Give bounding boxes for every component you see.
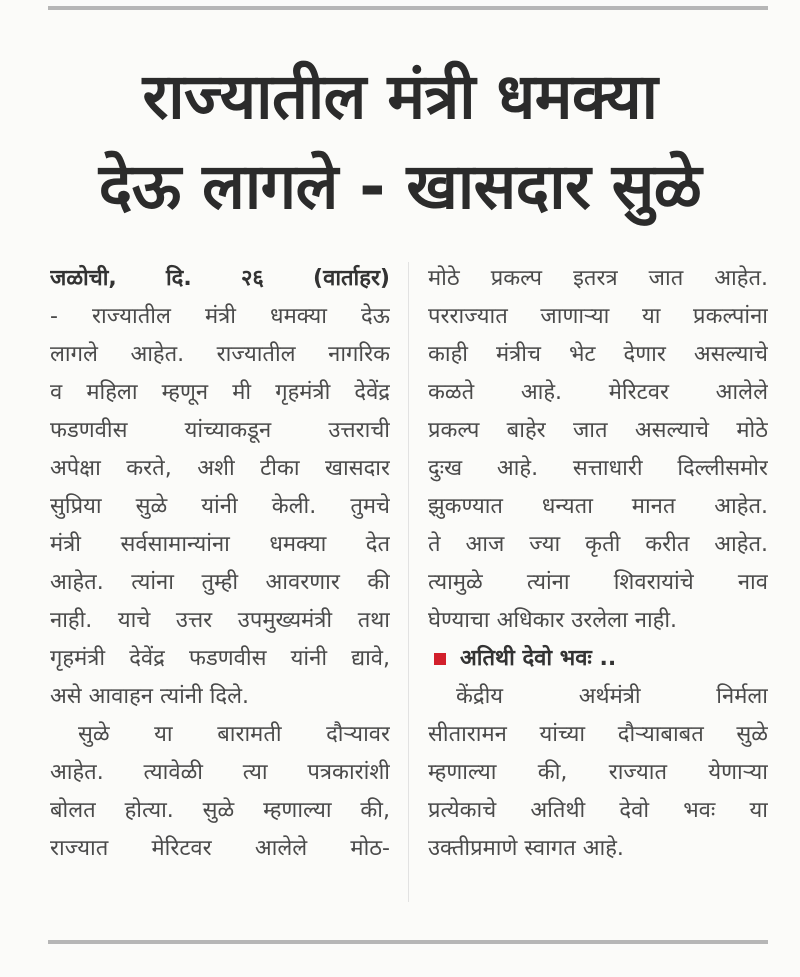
column-divider <box>408 262 409 902</box>
headline-line-1: राज्यातील मंत्री धमक्या <box>142 60 658 133</box>
article-line <box>50 678 390 716</box>
line-text: आहेत. त्यावेळी त्या पत्रकारांशी <box>50 760 390 785</box>
line-text: मोठे प्रकल्प इतरत्र जात आहेत. <box>428 266 768 291</box>
line-text: आहेत. त्यांना तुम्ही आवरणार की <box>50 570 390 595</box>
article-line <box>428 830 768 868</box>
line-text: गृहमंत्री देवेंद्र फडणवीस यांनी द्यावे, <box>50 646 390 671</box>
article-line <box>50 488 390 526</box>
article-line <box>50 374 390 412</box>
article-line <box>428 754 768 792</box>
line-text: त्यामुळे त्यांना शिवरायांचे नाव <box>428 570 768 595</box>
article-line <box>50 564 390 602</box>
line-text: नाही. याचे उत्तर उपमुख्यमंत्री तथा <box>50 608 390 633</box>
line-text: सुप्रिया सुळे यांनी केली. तुमचे <box>50 494 390 519</box>
article-line <box>50 412 390 450</box>
article-line <box>428 602 768 640</box>
top-rule <box>48 6 768 10</box>
headline-line-2: देऊ लागले - खासदार सुळे <box>98 150 702 223</box>
article-line <box>428 526 768 564</box>
line-text: सीतारामन यांच्या दौऱ्याबाबत सुळे <box>428 722 768 747</box>
article-line <box>50 792 390 830</box>
article-line <box>50 336 390 374</box>
line-text: उक्तीप्रमाणे स्वागत आहे. <box>428 836 624 861</box>
article-line <box>428 260 768 298</box>
article-line <box>50 298 390 336</box>
line-text: म्हणाल्या की, राज्यात येणाऱ्या <box>428 760 768 785</box>
line-text: कळते आहे. मेरिटवर आलेले <box>428 380 768 405</box>
line-text: अपेक्षा करते, अशी टीका खासदार <box>50 456 390 481</box>
article-line <box>428 678 768 716</box>
bottom-rule <box>48 940 768 944</box>
line-text: असे आवाहन त्यांनी दिले. <box>50 684 250 709</box>
article-line <box>50 602 390 640</box>
article-line <box>50 754 390 792</box>
line-text: ते आज ज्या कृती करीत आहेत. <box>428 532 768 557</box>
article-line <box>428 792 768 830</box>
line-text: - राज्यातील मंत्री धमक्या देऊ <box>50 304 390 329</box>
line-text: अतिथी देवो भवः .. <box>460 646 617 671</box>
line-text: मंत्री सर्वसामान्यांना धमक्या देत <box>50 532 390 557</box>
article-line <box>50 716 390 754</box>
dateline <box>50 260 390 298</box>
line-text: केंद्रीय अर्थमंत्री निर्मला <box>456 684 768 709</box>
line-text: जळोची, दि. २६ (वार्ताहर) <box>50 266 390 291</box>
line-text: झुकण्यात धन्यता मानत आहेत. <box>428 494 768 519</box>
subheading <box>428 640 768 678</box>
article-left-column <box>50 260 390 868</box>
line-text: परराज्यात जाणाऱ्या या प्रकल्पांना <box>428 304 768 329</box>
line-text: बोलत होत्या. सुळे म्हणाल्या की, <box>50 798 390 823</box>
article-line <box>428 564 768 602</box>
bullet-square-icon <box>434 653 446 665</box>
article-line <box>50 830 390 868</box>
article-line <box>50 640 390 678</box>
article-line <box>428 374 768 412</box>
line-text: लागले आहेत. राज्यातील नागरिक <box>50 342 390 367</box>
line-text: फडणवीस यांच्याकडून उत्तराची <box>50 418 390 443</box>
line-text: घेण्याचा अधिकार उरलेला नाही. <box>428 608 678 633</box>
line-text: व महिला म्हणून मी गृहमंत्री देवेंद्र <box>50 380 390 405</box>
line-text: प्रकल्प बाहेर जात असल्याचे मोठे <box>428 418 768 443</box>
line-text: सुळे या बारामती दौऱ्यावर <box>78 722 390 747</box>
article-line <box>428 450 768 488</box>
line-text: दुःख आहे. सत्ताधारी दिल्लीसमोर <box>428 456 768 481</box>
article-line <box>428 716 768 754</box>
article-line <box>428 336 768 374</box>
line-text: प्रत्येकाचे अतिथी देवो भवः या <box>428 798 768 823</box>
article-line <box>428 412 768 450</box>
headline <box>30 52 770 232</box>
article-line <box>428 298 768 336</box>
article-right-column <box>428 260 768 868</box>
article-line <box>50 526 390 564</box>
line-text: राज्यात मेरिटवर आलेले मोठ- <box>50 836 390 861</box>
article-line <box>428 488 768 526</box>
article-line <box>50 450 390 488</box>
line-text: काही मंत्रीच भेट देणार असल्याचे <box>428 342 768 367</box>
